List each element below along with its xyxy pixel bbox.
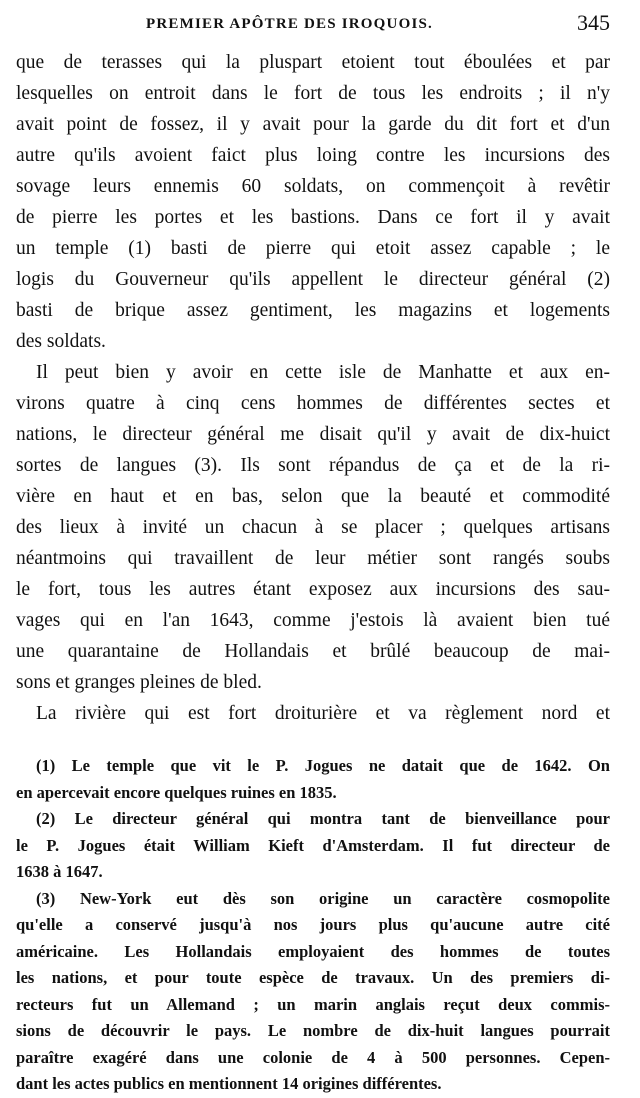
footnote-line: recteurs fut un Allemand ; un marin anglais reçut deux commis- [16,994,610,1014]
footnote-line: (1) Le temple que vit le P. Jogues ne datait que de 1642. On [36,756,610,775]
body-line: de pierre les portes et les bastions. Dans ce fort il y avait [16,207,610,228]
body-line: basti de brique assez gentiment, les magazins et logements [16,300,610,321]
body-line: lesquelles on entroit dans le fort de tous les endroits ; il n'y [16,83,610,104]
body-line: Il peut bien y avoir en cette isle de Manhatte et aux en- [36,362,610,383]
body-line: autre qu'ils avoient faict plus loing contre les incursions des [16,145,610,166]
footnote-line: dant les actes publics en mentionnent 14 origines différentes. [16,1074,442,1093]
body-line: logis du Gouverneur qu'ils appellent le directeur général (2) [16,269,610,290]
body-line: des lieux à invité un chacun à se placer ; quelques artisans [16,517,610,538]
footnote-line: en apercevait encore quelques ruines en 1835. [16,782,337,802]
book-page [16,8,610,1093]
body-line: une quarantaine de Hollandais et brûlé beaucoup de mai- [16,641,610,662]
body-line: nations, le directeur général me disait qu'il y avait de dix-huict [16,424,610,445]
body-line: vière en haut et en bas, selon que la beauté et commodité [16,486,610,507]
body-line: que de terasses qui la pluspart etoient tout éboulées et par [16,52,610,73]
body-text [16,47,610,729]
body-line: La rivière qui est fort droiturière et va règlement nord et [36,703,610,724]
body-line: vages qui en l'an 1643, comme j'estois là avaient bien tué [16,610,610,631]
page-number: 345 [577,10,610,35]
footnote-line: les nations, et pour toute espèce de travaux. Un des premiers di- [16,968,610,987]
footnote-line: américaine. Les Hollandais employaient des hommes de toutes [16,941,610,961]
running-title: PREMIER APÔTRE DES IROQUOIS. [146,16,433,32]
footnote-line: sions de découvrir le pays. Le nombre de dix-huit langues pourrait [16,1021,610,1040]
footnote-line: le P. Jogues était William Kieft d'Amsterdam. Il fut directeur de [16,835,610,855]
body-line: virons quatre à cinq cens hommes de différentes sectes et [16,393,610,414]
body-line: avait point de fossez, il y avait pour la garde du dit fort et d'un [16,114,610,135]
footnote-line: (2) Le directeur général qui montra tant de bienveillance pour [36,809,610,828]
body-line: néantmoins qui travaillent de leur métier sont rangés soubs [16,548,610,569]
footnote-line: (3) New-York eut dès son origine un caractère cosmopolite [36,888,610,908]
page-header [16,8,610,42]
footnote-line: qu'elle a conservé jusqu'à nos jours plus qu'aucune autre cité [16,915,610,934]
body-line: des soldats. [16,331,106,352]
body-line: sortes de langues (3). Ils sont répandus de ça et de la ri- [16,455,610,476]
footnote-line: paraître exagéré dans une colonie de 4 à 500 personnes. Cepen- [16,1047,610,1067]
body-line: sons et granges pleines de bled. [16,672,262,693]
body-line: un temple (1) basti de pierre qui etoit assez capable ; le [16,238,610,259]
footnote-line: 1638 à 1647. [16,862,103,881]
body-line: sovage leurs ennemis 60 soldats, on commençoit à revêtir [16,176,610,197]
body-line: le fort, tous les autres étant exposez aux incursions des sau- [16,579,610,600]
